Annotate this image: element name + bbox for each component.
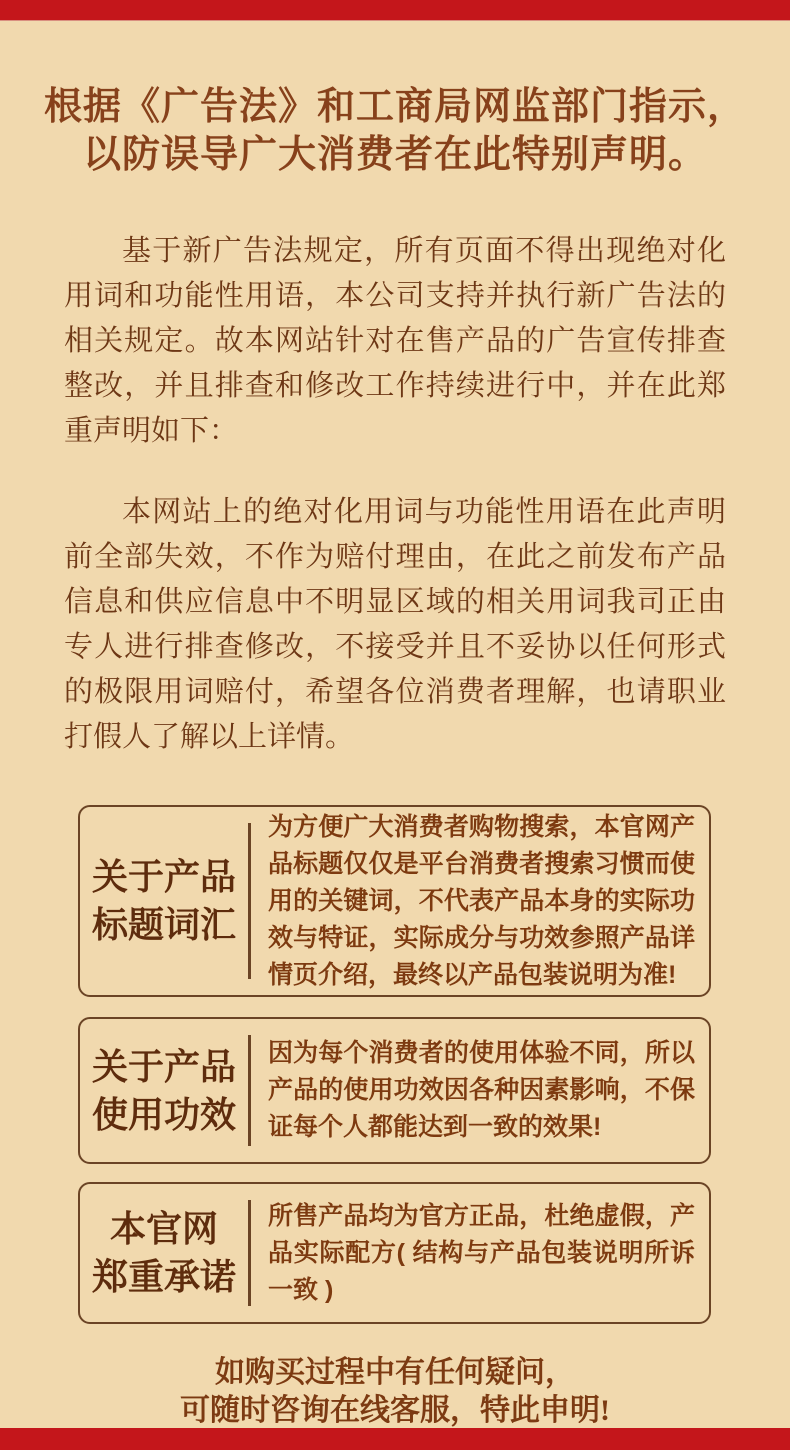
card-label-line-1: 关于产品 [91, 1046, 236, 1087]
statement-paragraph-1: 基于新广告法规定，所有页面不得出现绝对化用词和功能性用语，本公司支持并执行新广告法的相关规定。故本网站针对在售产品的广告宣传排查整改，并且排查和修改工作持续进行中，并在此郑重声明如下： [64, 235, 726, 447]
page-title-line-2: 以防误导广大消费者在此特别声明。 [82, 134, 707, 176]
statement-paragraph-2: 本网站上的绝对化用词与功能性用语在此声明前全部失效，不作为赔付理由，在此之前发布产品信息和供应信息中不明显区域的相关用词我司正由专人进行排查修改，不接受并且不妥协以任何形式的极限用词赔付，希望各位消费者理解，也请职业打假人了解以上详情。 [64, 496, 726, 753]
page-title [0, 83, 790, 179]
footer-note [0, 1354, 790, 1430]
card-label-line-1: 本官网 [109, 1209, 218, 1249]
card-description: 因为每个消费者的使用体验不同，所以产品的使用功效因各种因素影响，不保证每个人都能达到一致的效果! [268, 1039, 695, 1141]
bottom-red-bar [0, 1428, 790, 1450]
card-label [80, 1019, 248, 1162]
card-label-line-2: 标题词汇 [91, 905, 236, 945]
footer-line-1: 如购买过程中有任何疑问， [215, 1356, 575, 1389]
page-title-line-1: 根据《广告法》和工商局网监部门指示， [43, 86, 746, 128]
card-label-line-1: 关于产品 [91, 857, 236, 897]
card-product-effect [78, 1017, 711, 1164]
card-official-promise [78, 1182, 711, 1324]
card-label [80, 807, 248, 995]
notice-card-list [78, 805, 711, 1324]
footer-line-2: 可随时咨询在线客服，特此申明! [180, 1394, 610, 1427]
card-label [80, 1184, 248, 1322]
top-red-bar [0, 0, 790, 21]
card-description: 所售产品均为官方正品，杜绝虚假，产品实际配方( 结构与产品包装说明所诉一致 ) [268, 1201, 695, 1304]
card-label-line-2: 郑重承诺 [91, 1257, 236, 1297]
card-label-line-2: 使用功效 [91, 1094, 236, 1135]
card-description: 为方便广大消费者购物搜索，本官网产品标题仅仅是平台消费者搜索习惯而使用的关键词，不代表产品本身的实际功效与特证，实际成分与功效参照产品详情页介绍，最终以产品包装说明为准! [268, 812, 695, 989]
card-product-title-terms [78, 805, 711, 997]
